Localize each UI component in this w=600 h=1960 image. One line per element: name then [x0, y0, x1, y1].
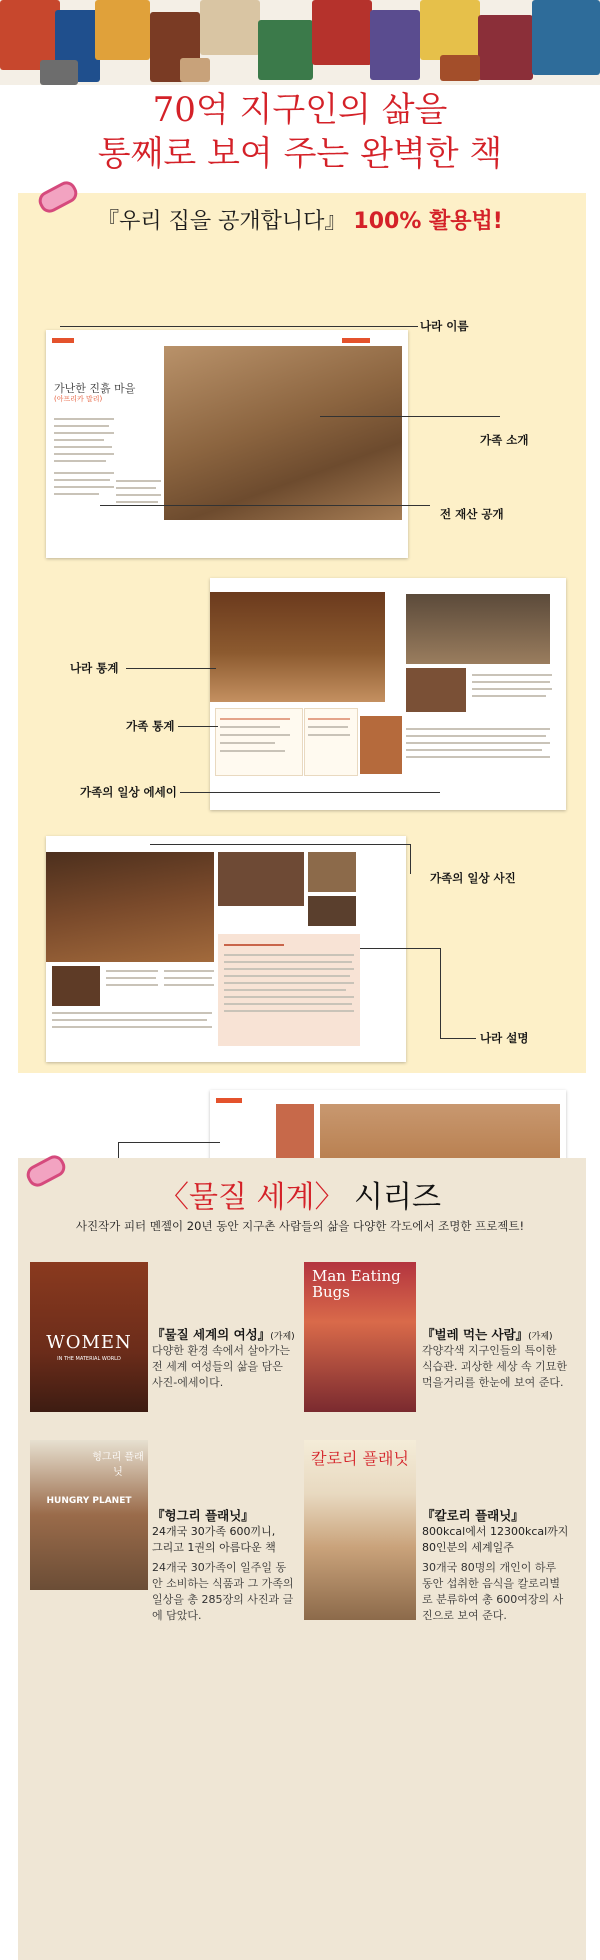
book-desc-hungry: 24개국 30가족이 일주일 동안 소비하는 식품과 그 가족의 일상을 총 285장의 사진과 글에 담았다.: [152, 1561, 294, 1622]
book-cover-calorie: [304, 1440, 416, 1620]
callout-line: [180, 792, 440, 793]
label-country-desc: 나라 설명: [480, 1031, 529, 1045]
callout-line: [126, 668, 216, 669]
series-title: [0, 1172, 600, 1216]
label-family-photos: 가족의 일상 사진: [430, 871, 516, 885]
label-country-stats: 나라 통계: [70, 661, 119, 675]
cover-title: 칼로리 플래닛: [311, 1449, 409, 1468]
top-banner-photo: [0, 0, 600, 85]
cover-title: Man Eating Bugs: [312, 1267, 401, 1301]
callout-line: [60, 326, 418, 327]
book-title-text: 『벌레 먹는 사람』: [422, 1327, 529, 1342]
series-title-red: 물질 세계: [189, 1180, 315, 1215]
callout-line: [360, 948, 440, 949]
callout-line: [440, 1038, 476, 1039]
book-title-bugs: [422, 1325, 553, 1343]
book-title-text: 『물질 세계의 여성』: [152, 1327, 271, 1342]
book-title-hungry: 『헝그리 플래닛』: [152, 1508, 254, 1523]
book-title-calorie: 『칼로리 플래닛』: [422, 1508, 524, 1523]
portrait-photo: [360, 716, 402, 774]
callout-line: [100, 505, 430, 506]
headline: [0, 88, 600, 176]
callout-line: [440, 948, 441, 1038]
series-subtitle: 사진작가 피터 멘젤이 20년 동안 지구촌 사람들의 삶을 다양한 각도에서 조명한 프로젝트!: [75, 1219, 525, 1233]
headline-line-1: 70억 지구인의 삶을: [152, 90, 448, 130]
callout-line: [410, 844, 411, 874]
callout-line: [118, 1142, 220, 1143]
cover-subtitle: IN THE MATERIAL WORLD: [57, 1356, 121, 1362]
book-highlight-hungry: 24개국 30가족 600끼니, 그리고 1권의 아름다운 책: [152, 1525, 276, 1554]
headline-line-2: 통째로 보여 주는 완벽한 책: [97, 134, 503, 174]
book-desc-calorie: 30개국 80명의 개인이 하루 동안 섭취한 음식을 칼로리별로 분류하여 총 600여장의 사진으로 보여 준다.: [422, 1561, 564, 1622]
book-desc-women: 다양한 환경 속에서 살아가는 전 세계 여성들의 삶을 담은 사진-에세이다.: [152, 1344, 291, 1389]
book-cover-hungry: [30, 1440, 148, 1590]
meal-photo: [46, 852, 214, 962]
callout-line: [150, 844, 410, 845]
label-family-stats: 가족 통계: [126, 719, 175, 733]
book-cover-bugs: [304, 1262, 416, 1412]
book-title-women: [152, 1325, 295, 1343]
label-country-name: 나라 이름: [420, 319, 469, 333]
book-cover-women: [30, 1262, 148, 1412]
label-property: 전 재산 공개: [440, 507, 504, 521]
guide-title: [0, 204, 600, 235]
sample-spread-2: [210, 578, 566, 810]
cover-korean-title: 헝그리 플래닛: [92, 1452, 144, 1478]
village-photo: [164, 346, 402, 520]
book-desc-bugs: 각양각색 지구인들의 특이한 식습관. 괴상한 세상 속 기묘한 먹을거리를 한눈에 보여 준다.: [422, 1344, 567, 1389]
family-photo: [406, 594, 550, 664]
series-bracket-right: 〉: [314, 1180, 345, 1215]
label-family-essay: 가족의 일상 에세이: [80, 785, 177, 799]
spread-heading: 가난한 진흙 마을: [54, 382, 136, 395]
book-highlight-calorie: 800kcal에서 12300kcal까지 80인분의 세계일주: [422, 1525, 569, 1554]
cover-title: HUNGRY PLANET: [46, 1496, 132, 1506]
series-bracket-left: 〈: [159, 1180, 190, 1215]
series-title-rest: 시리즈: [344, 1180, 441, 1215]
callout-line: [178, 726, 218, 727]
chapter-tag: [52, 338, 74, 343]
guide-title-quote: 『우리 집을 공개합니다』: [97, 209, 347, 234]
market-photo: [210, 592, 385, 702]
callout-line: [320, 416, 500, 417]
book-title-tag: (가제): [270, 1332, 295, 1342]
sample-spread-1: [46, 330, 408, 558]
spread-subheading: (아프리카 말리): [54, 395, 103, 403]
book-title-tag: (가제): [528, 1332, 553, 1342]
cover-title: WOMEN: [46, 1332, 132, 1353]
sample-spread-3: [46, 836, 406, 1062]
guide-title-highlight: 100% 활용법!: [353, 209, 503, 234]
label-family-intro: 가족 소개: [480, 433, 529, 447]
